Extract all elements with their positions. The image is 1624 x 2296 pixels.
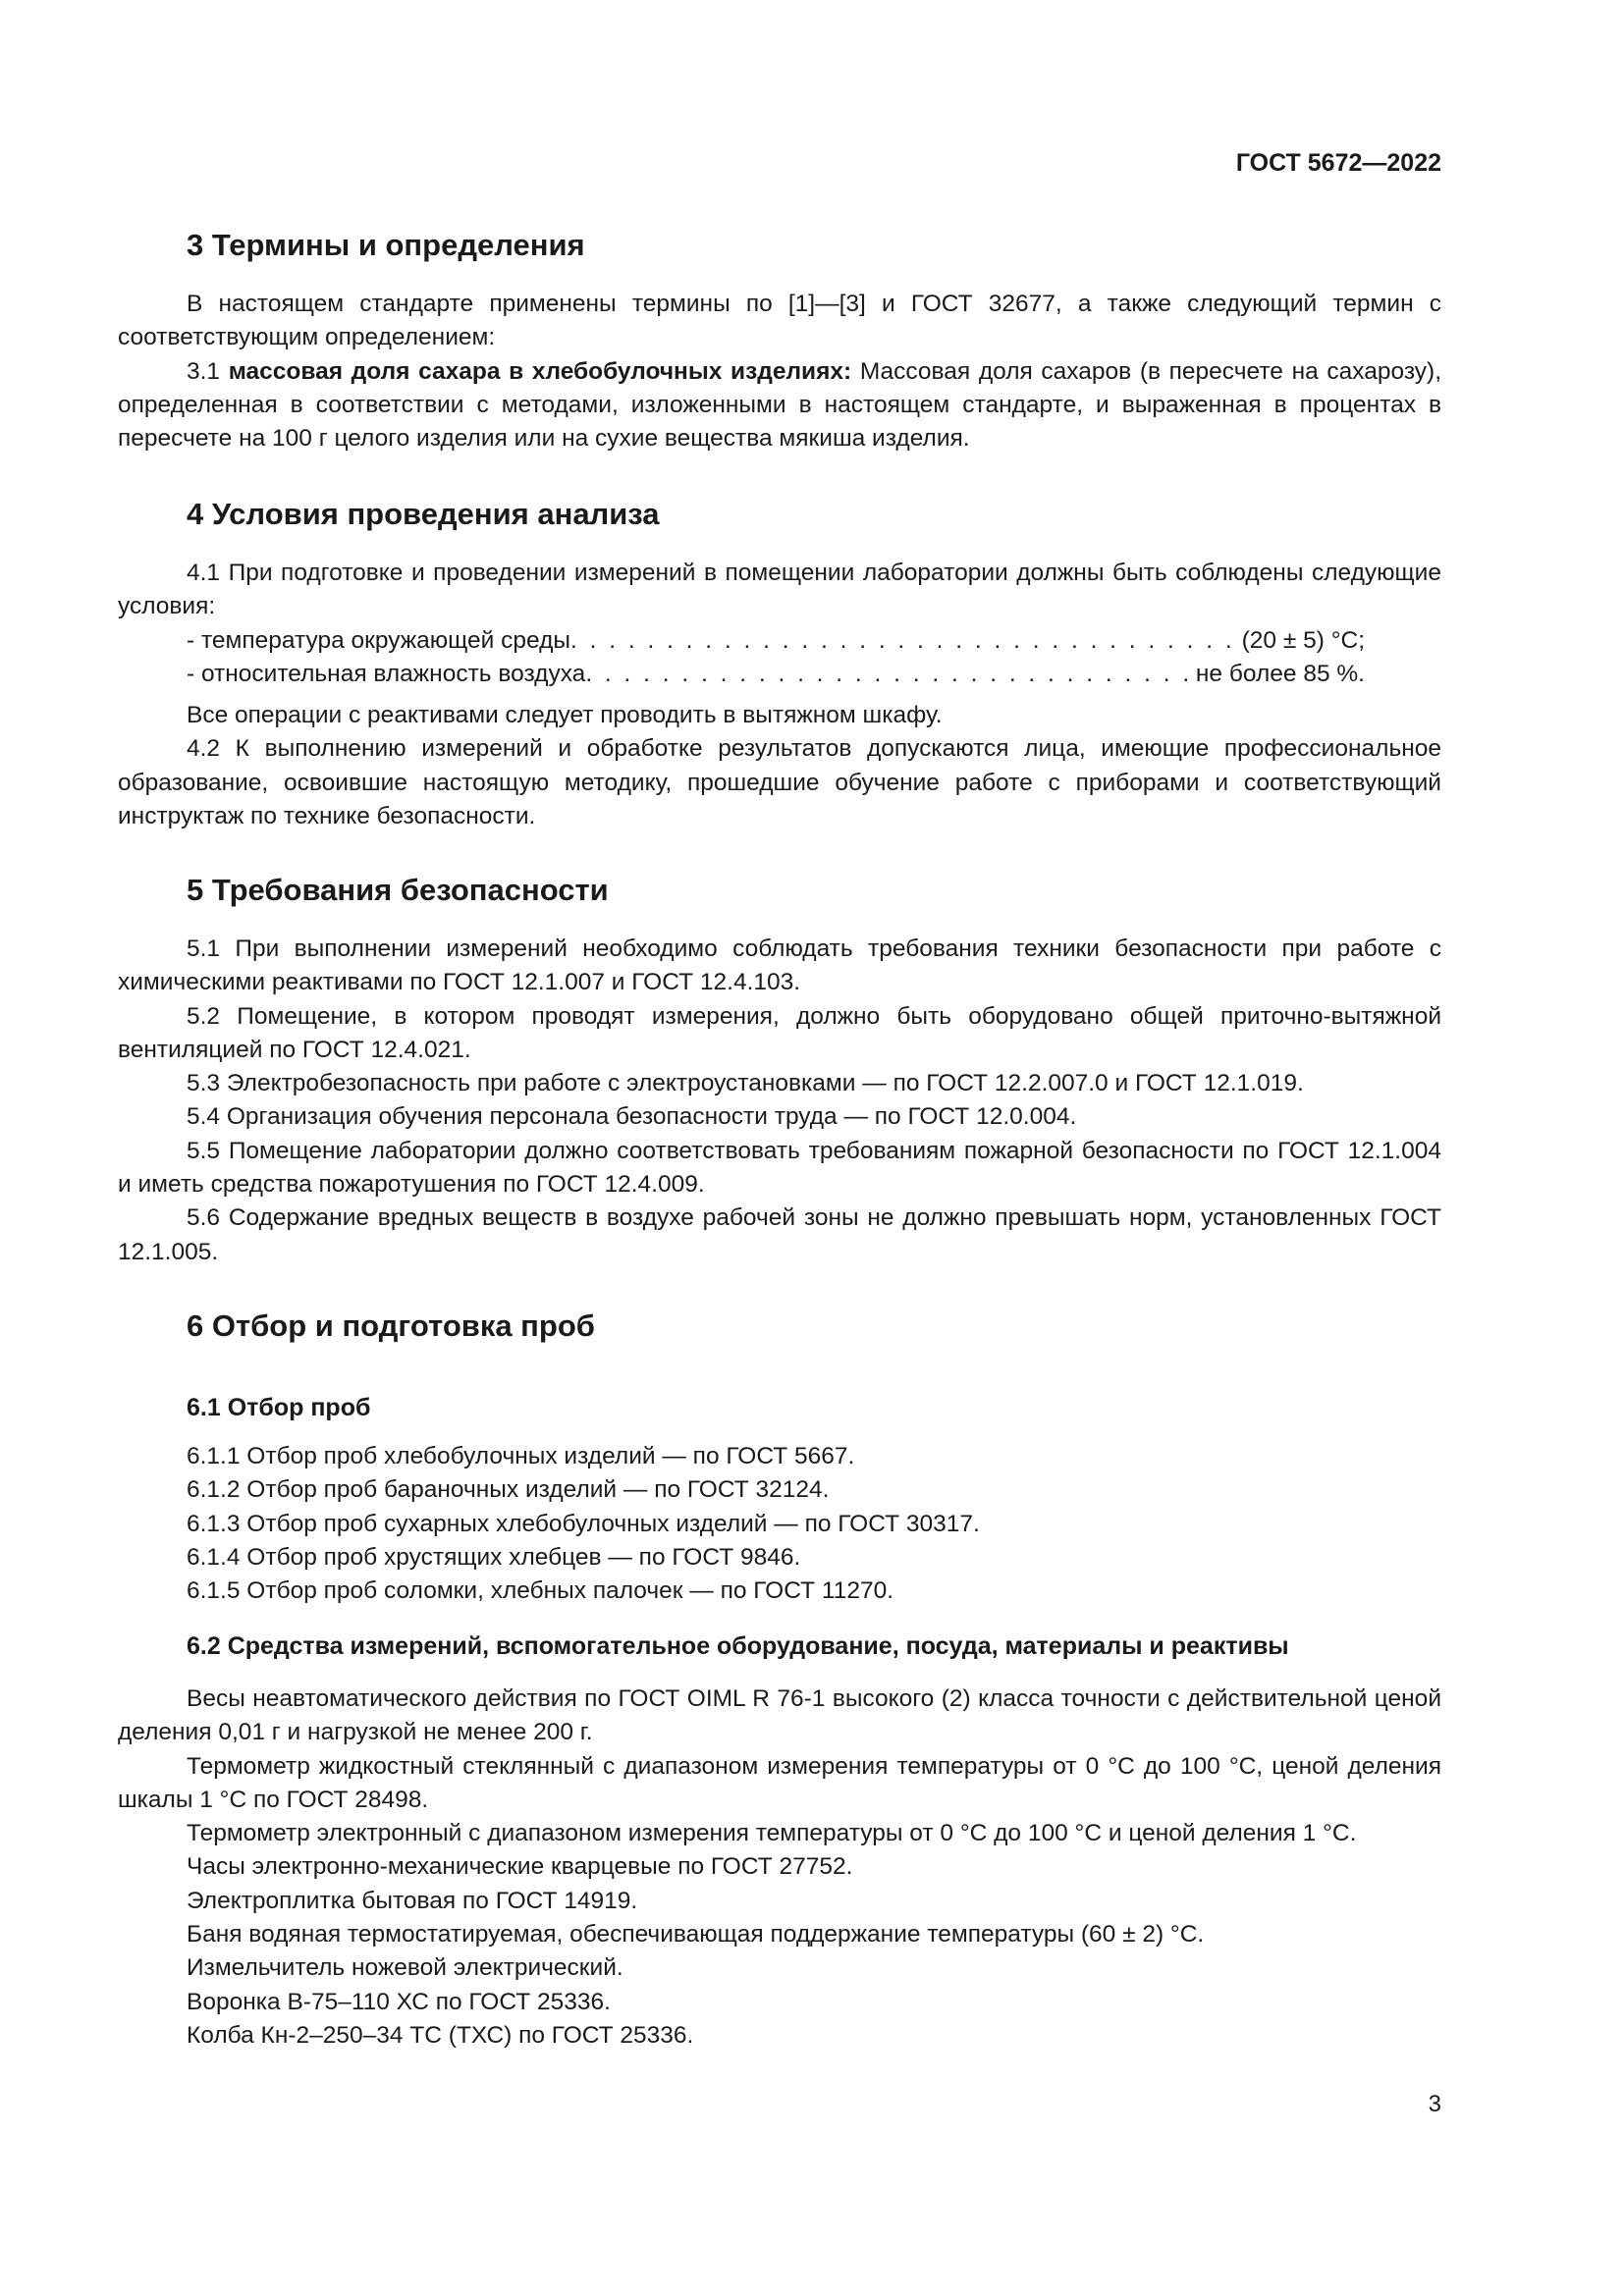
equipment-item: Часы электронно-механические кварцевые по ГОСТ 27752.	[187, 1853, 853, 1881]
clause: 6.1.4 Отбор проб хрустящих хлебцев — по ГОСТ 9846.	[187, 1543, 801, 1571]
clause: 6.1.5 Отбор проб соломки, хлебных палочек — по ГОСТ 11270.	[187, 1577, 894, 1605]
clause: 5.1 При выполнении измерений необходимо соблюдать требования техники безопасности при работе с химическими реактивами по ГОСТ 12.1.007 и ГОСТ 12.4.103.	[118, 935, 1441, 996]
clause: 5.5 Помещение лаборатории должно соответствовать требованиям пожарной безопасности по ГОСТ 12.1.004 и иметь средства пожаротушения по ГОСТ 12.4.009.	[118, 1137, 1441, 1199]
clause: 6.1.1 Отбор проб хлебобулочных изделий — по ГОСТ 5667.	[187, 1443, 855, 1469]
subsection-6-1-body	[118, 1440, 1441, 1608]
paragraph: 4.2 К выполнению измерений и обработке результатов допускаются лица, имеющие профессиональное образование, освоившие настоящую методику, прошедшие обучение работе с приборами и соответствующий инструктаж по технике безопасности.	[118, 735, 1441, 830]
definition-text: Массовая доля сахаров (в пересчете на сахарозу), определенная в соответствии с методами, изложенными в настоящем стандарте, и выраженная в процентах в пересчете на 100 г целого изделия или на сухие вещества мякиша изделия.	[118, 357, 1442, 453]
condition-value: не более 85 %.	[1195, 660, 1365, 687]
paragraph: 4.1 При подготовке и проведении измерений в помещении лаборатории должны быть соблюдены следующие условия:	[118, 560, 1441, 620]
equipment-item: Электроплитка бытовая по ГОСТ 14919.	[187, 1887, 638, 1914]
condition-row	[118, 658, 1365, 691]
condition-row	[118, 624, 1365, 658]
term: массовая доля сахара в хлебобулочных изделиях:	[228, 357, 852, 385]
document-header: ГОСТ 5672—2022	[1235, 149, 1441, 177]
clause: 5.4 Организация обучения персонала безопасности труда — по ГОСТ 12.0.004.	[187, 1103, 1077, 1131]
page-number: 3	[1428, 2091, 1441, 2117]
subsection-6-2-heading: 6.2 Средства измерений, вспомогательное оборудование, посуда, материалы и реактивы	[187, 1632, 1289, 1660]
leader-dots	[570, 624, 1242, 658]
equipment-item: Колба Кн-2–250–34 ТС (ТХС) по ГОСТ 25336.	[187, 2021, 694, 2049]
clause: 6.1.3 Отбор проб сухарных хлебобулочных изделий — по ГОСТ 30317.	[187, 1510, 980, 1537]
leader-dots	[585, 658, 1196, 691]
equipment-item: Термометр электронный с диапазоном измерения температуры от 0 °С до 100 °С и ценой деления 1 °С.	[187, 1820, 1357, 1847]
section-3-body	[118, 288, 1441, 455]
section-5-heading: 5 Требования безопасности	[187, 873, 609, 907]
equipment-item: Весы неавтоматического действия по ГОСТ OIML R 76-1 высокого (2) класса точности с действительной ценой деления 0,01 г и нагрузкой не менее 200 г.	[118, 1685, 1441, 1746]
subsection-6-2-body	[118, 1682, 1441, 2053]
condition-value: (20 ± 5) °С;	[1241, 626, 1365, 654]
subsection-6-1-heading: 6.1 Отбор проб	[187, 1394, 371, 1421]
paragraph: Все операции с реактивами следует проводить в вытяжном шкафу.	[187, 702, 943, 729]
equipment-item: Термометр жидкостный стеклянный с диапазоном измерения температуры от 0 °С до 100 °С, ценой деления шкалы 1 °С по ГОСТ 28498.	[118, 1752, 1441, 1813]
equipment-item: Воронка В-75–110 ХС по ГОСТ 25336.	[187, 1988, 611, 2015]
clause: 5.6 Содержание вредных веществ в воздухе рабочей зоны не должно превышать норм, установленных ГОСТ 12.1.005.	[118, 1204, 1441, 1265]
condition-label: - относительная влажность воздуха	[187, 660, 586, 687]
equipment-item: Измельчитель ножевой электрический.	[187, 1954, 623, 1982]
section-3-heading: 3 Термины и определения	[187, 228, 585, 262]
section-4-heading: 4 Условия проведения анализа	[187, 497, 660, 531]
paragraph: В настоящем стандарте применены термины по [1]—[3] и ГОСТ 32677, а также следующий термин с соответствующим определением:	[118, 291, 1441, 351]
equipment-item: Баня водяная термостатируемая, обеспечивающая поддержание температуры (60 ± 2) °С.	[187, 1921, 1205, 1949]
section-6-heading: 6 Отбор и подготовка проб	[187, 1308, 595, 1343]
condition-label: - температура окружающей среды	[187, 626, 570, 654]
clause-number: 3.1	[187, 357, 229, 385]
clause: 5.3 Электробезопасность при работе с электроустановками — по ГОСТ 12.2.007.0 и ГОСТ 12.1.019.	[187, 1070, 1304, 1097]
definition-3-1	[118, 355, 1441, 456]
clause: 6.1.2 Отбор проб бараночных изделий — по ГОСТ 32124.	[187, 1476, 830, 1504]
section-5-body	[118, 933, 1441, 1269]
clause: 5.2 Помещение, в котором проводят измерения, должно быть оборудовано общей приточно-вытяжной вентиляцией по ГОСТ 12.4.021.	[118, 1002, 1441, 1063]
section-4-body	[118, 557, 1441, 833]
